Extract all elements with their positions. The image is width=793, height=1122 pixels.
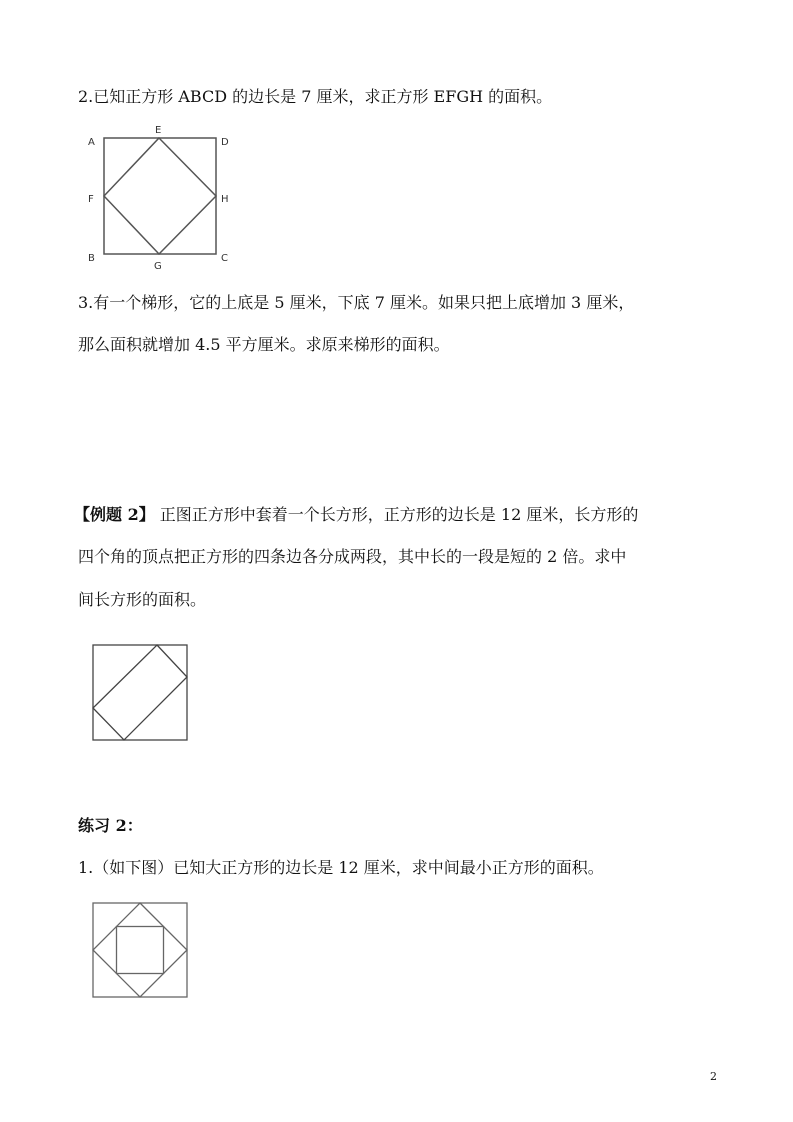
- example-2-text: 正图正方形中套着一个长方形，正方形的边长是 12 厘米，长方形的: [154, 505, 639, 524]
- square-abcd: [104, 138, 216, 254]
- example-2-line-3: 间长方形的面积。: [78, 590, 207, 609]
- middle-diamond: [93, 903, 187, 997]
- label-b: B: [88, 253, 95, 264]
- square-efgh: [104, 138, 216, 254]
- example-2-line-2: 四个角的顶点把正方形的四条边各分成两段，其中长的一段是短的 2 倍。求中: [78, 547, 627, 566]
- label-h: H: [221, 194, 229, 205]
- practice-2-item-1: 1.（如下图）已知大正方形的边长是 12 厘米，求中间最小正方形的面积。: [78, 858, 604, 877]
- label-d: D: [221, 137, 229, 148]
- figure-square-abcd-efgh: [104, 138, 216, 254]
- figure-nested-squares: [93, 903, 187, 997]
- label-a: A: [88, 137, 95, 148]
- inner-rectangle: [93, 645, 187, 740]
- figure-rectangle-in-square: [93, 645, 187, 740]
- problem-3-line-1: 3.有一个梯形，它的上底是 5 厘米，下底 7 厘米。如果只把上底增加 3 厘米，: [78, 293, 635, 312]
- large-square: [93, 903, 187, 997]
- label-f: F: [88, 194, 94, 205]
- example-2-line-1: [74, 505, 638, 525]
- label-c: C: [221, 253, 228, 264]
- label-g: G: [154, 261, 162, 272]
- problem-3-line-2: 那么面积就增加 4.5 平方厘米。求原来梯形的面积。: [78, 335, 450, 354]
- example-2-tag: 【例题 2】: [74, 505, 155, 524]
- smallest-square: [117, 927, 164, 974]
- outer-square: [93, 645, 187, 740]
- practice-2-heading: 练习 2：: [78, 816, 143, 835]
- problem-2-text: 2.已知正方形 ABCD 的边长是 7 厘米，求正方形 EFGH 的面积。: [78, 87, 553, 106]
- page-number: 2: [710, 1070, 717, 1083]
- label-e: E: [155, 125, 162, 136]
